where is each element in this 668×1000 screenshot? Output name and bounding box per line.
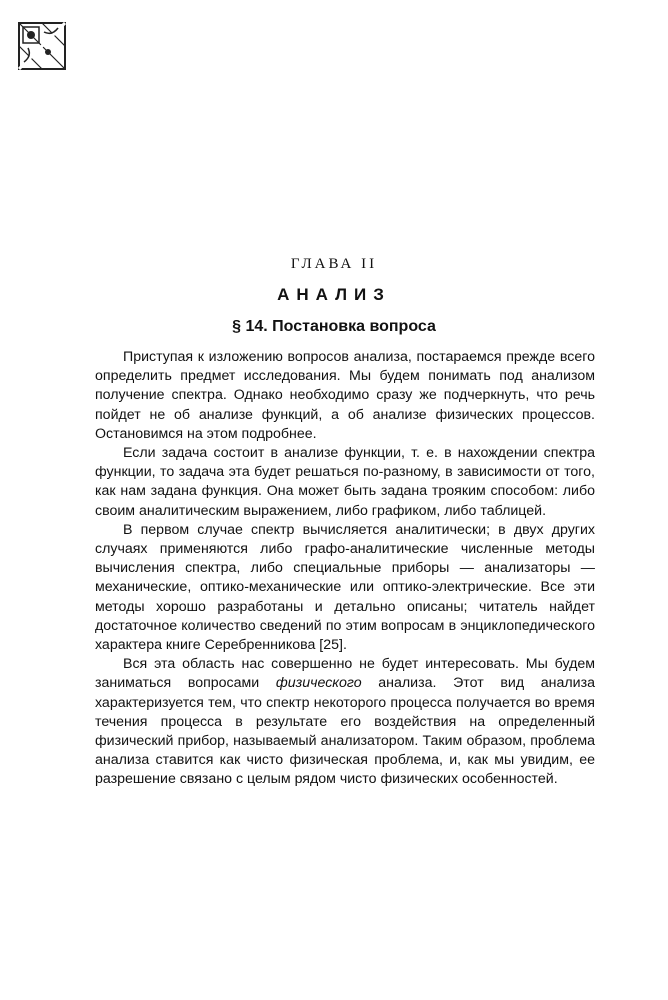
paragraph-2: Если задача состоит в анализе функции, т. е. в нахождении спектра функции, то задача эта будет решаться по-разному, в зависимости от того, как нам задана функция. Она может быть задана трояким способом: либо своим аналитическим выражением, либо графиком, либо таблицей. (95, 445, 595, 519)
paragraph-4-start: Вся эта область нас совершенно не будет интересовать. Мы будем заниматься вопросами (95, 656, 595, 692)
corner-ornament-icon (18, 22, 66, 70)
subsection-title: § 14. Постановка вопроса (232, 318, 436, 335)
emphasized-word: физического (275, 675, 362, 692)
paragraph-4-end: анализа. Этот вид анализа характеризуется тем, что спектр некоторого процесса получается во время течения процесса в результате его воздействия на определенный физический прибор, называемый анализатором. Таким образом, проблема анализа ставится как чисто физическая проблема, и, как мы увидим, ее разрешение связано с целым рядом чисто физических особенностей. (95, 675, 595, 788)
chapter-label: ГЛАВА II (290, 256, 378, 272)
body-text (95, 348, 595, 790)
paragraph-4 (95, 655, 595, 789)
paragraph-3: В первом случае спектр вычисляется аналитически; в двух других случаях применяются либо графо-аналитические численные методы вычисления спектра, либо специальные приборы — анализаторы — механические, оптико-механические или оптико-электрические. Все эти методы хорошо разработаны и детально описаны; читатель найдет достаточное количество сведений по этим вопросам в энциклопедического характера книге Серебренникова [25]. (95, 521, 595, 654)
section-title: АНАЛИЗ (277, 285, 391, 304)
paragraph-1: Приступая к изложению вопросов анализа, постараемся прежде всего определить предмет исследования. Мы будем понимать под анализом получение спектра. Однако необходимо сразу же подчеркнуть, что речь пойдет не об анализе функций, а об анализе физических процессов. Остановимся на этом подробнее. (95, 349, 595, 442)
